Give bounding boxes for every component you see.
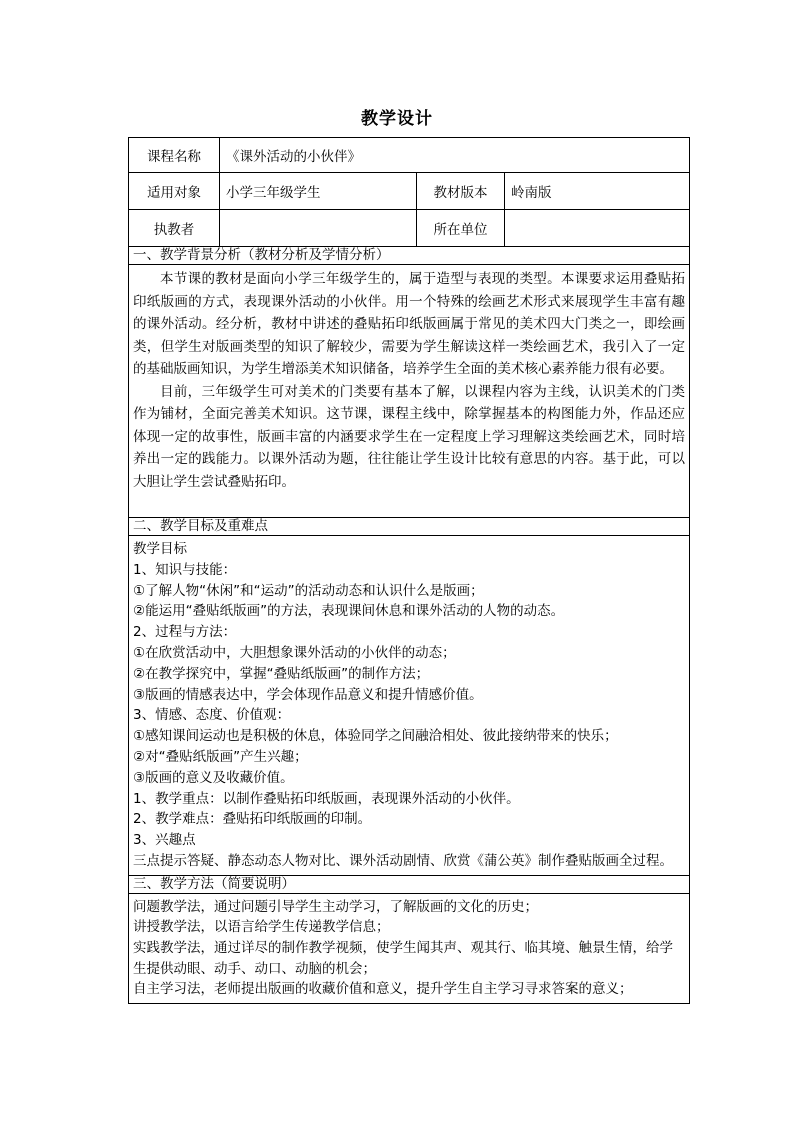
objective-line: ①感知课间运动也是积极的休息，体验同学之间融洽相处、彼此接纳带来的快乐； — [133, 728, 618, 745]
section3-body — [129, 893, 690, 1003]
objective-line: ②能运用“叠贴纸版画”的方法，表现课间休息和课外活动的人物的动态。 — [133, 603, 565, 620]
section1-heading-row — [129, 247, 690, 265]
section2-heading: 二、教学目标及重难点 — [129, 518, 690, 536]
course-value: 《课外活动的小伙伴》 — [220, 138, 690, 173]
section1-paragraph: 本节课的教材是面向小学三年级学生的，属于造型与表现的类型。本课要求运用叠贴拓印纸版画的方式，表现课外活动的小伙伴。用一个特殊的绘画艺术形式来展现学生丰富有趣的课外活动。经分析，教材中讲述的叠贴拓印纸版画属于常见的美术四大门类之一，即绘画类，但学生对版画类型的知识了解较少，需要为学生解读这样一类绘画艺术，我引入了一定的基础版画知识，为学生增添美术知识储备，培养学生全面的美术核心素养能力很有必要。 — [133, 271, 686, 377]
section1-paragraph: 目前，三年级学生可对美术的门类要有基本了解，以课程内容为主线，认识美术的门类作为铺材，全面完善美术知识。这节课，课程主线中，除掌握基本的构图能力外，作品还应体现一定的故事性，版画丰富的内涵要求学生在一定程度上学习理解这类绘画艺术，同时培养出一定的践能力。以课外活动为题，往往能让学生设计比较有意思的内容。基于此，可以大胆让学生尝试叠贴拓印。 — [133, 383, 686, 490]
row-audience — [129, 173, 690, 210]
audience-label: 适用对象 — [129, 173, 220, 210]
course-label: 课程名称 — [129, 138, 220, 173]
row-teacher — [129, 210, 690, 247]
page-title: 教学设计 — [361, 109, 433, 129]
teacher-value — [220, 210, 417, 247]
edition-label: 教材版本 — [417, 173, 505, 210]
edition-value: 岭南版 — [505, 173, 690, 210]
objective-line: ①在欣赏活动中，大胆想象课外活动的小伙伴的动态； — [133, 644, 456, 661]
method-line: 讲授教学法，以语言给学生传递教学信息； — [133, 919, 390, 936]
method-line: 问题教学法，通过问题引导学生主动学习，了解版画的文化的历史； — [133, 898, 538, 915]
section3-heading: 三、教学方法（简要说明） — [129, 875, 690, 893]
section1-heading: 一、教学背景分析（教材分析及学情分析） — [129, 247, 690, 265]
section2-heading-row — [129, 518, 690, 536]
unit-value — [505, 210, 690, 247]
audience-value: 小学三年级学生 — [220, 173, 417, 210]
objective-line: 3、情感、态度、价值观： — [133, 707, 291, 724]
section2-body-row — [129, 536, 690, 876]
section3-heading-row — [129, 875, 690, 893]
unit-label: 所在单位 — [417, 210, 505, 247]
objective-line: 1、知识与技能： — [133, 561, 237, 578]
section1-body-row — [129, 265, 690, 518]
row-course — [129, 138, 690, 173]
objective-line: 教学目标 — [133, 541, 187, 557]
method-line: 实践教学法，通过详尽的制作教学视频，使学生闻其声、观其行、临其境、触景生情，给学生提供动眼、动手、动口、动脑的机会； — [133, 939, 673, 977]
objective-line: ③版画的情感表达中，学会体现作品意义和提升情感价值。 — [133, 686, 483, 703]
section1-body — [129, 265, 690, 518]
lesson-plan-table — [128, 137, 690, 1004]
objective-line: ②对“叠贴纸版画”产生兴趣； — [133, 748, 308, 765]
objective-line: 1、教学重点：以制作叠贴拓印纸版画，表现课外活动的小伙伴。 — [133, 790, 520, 807]
objective-line: 三点提示答疑、静态动态人物对比、课外活动剧情、欣赏《蒲公英》制作叠贴版画全过程。 — [133, 852, 673, 869]
objective-line: ③版画的意义及收藏价值。 — [133, 769, 294, 786]
objective-line: 3、兴趣点 — [133, 832, 196, 849]
objective-line: ①了解人物“休闲”和“运动”的活动动态和认识什么是版画； — [133, 582, 484, 599]
section3-body-row — [129, 893, 690, 1003]
teacher-label: 执教者 — [129, 210, 220, 247]
objective-line: 2、教学难点：叠贴拓印纸版画的印制。 — [133, 811, 372, 828]
objective-line: ②在教学探究中，掌握“叠贴纸版画”的制作方法； — [133, 665, 430, 682]
method-line: 自主学习法，老师提出版画的收藏价值和意义，提升学生自主学习寻求答案的意义； — [133, 981, 633, 998]
section2-body — [129, 536, 690, 876]
objective-line: 2、过程与方法： — [133, 624, 237, 641]
